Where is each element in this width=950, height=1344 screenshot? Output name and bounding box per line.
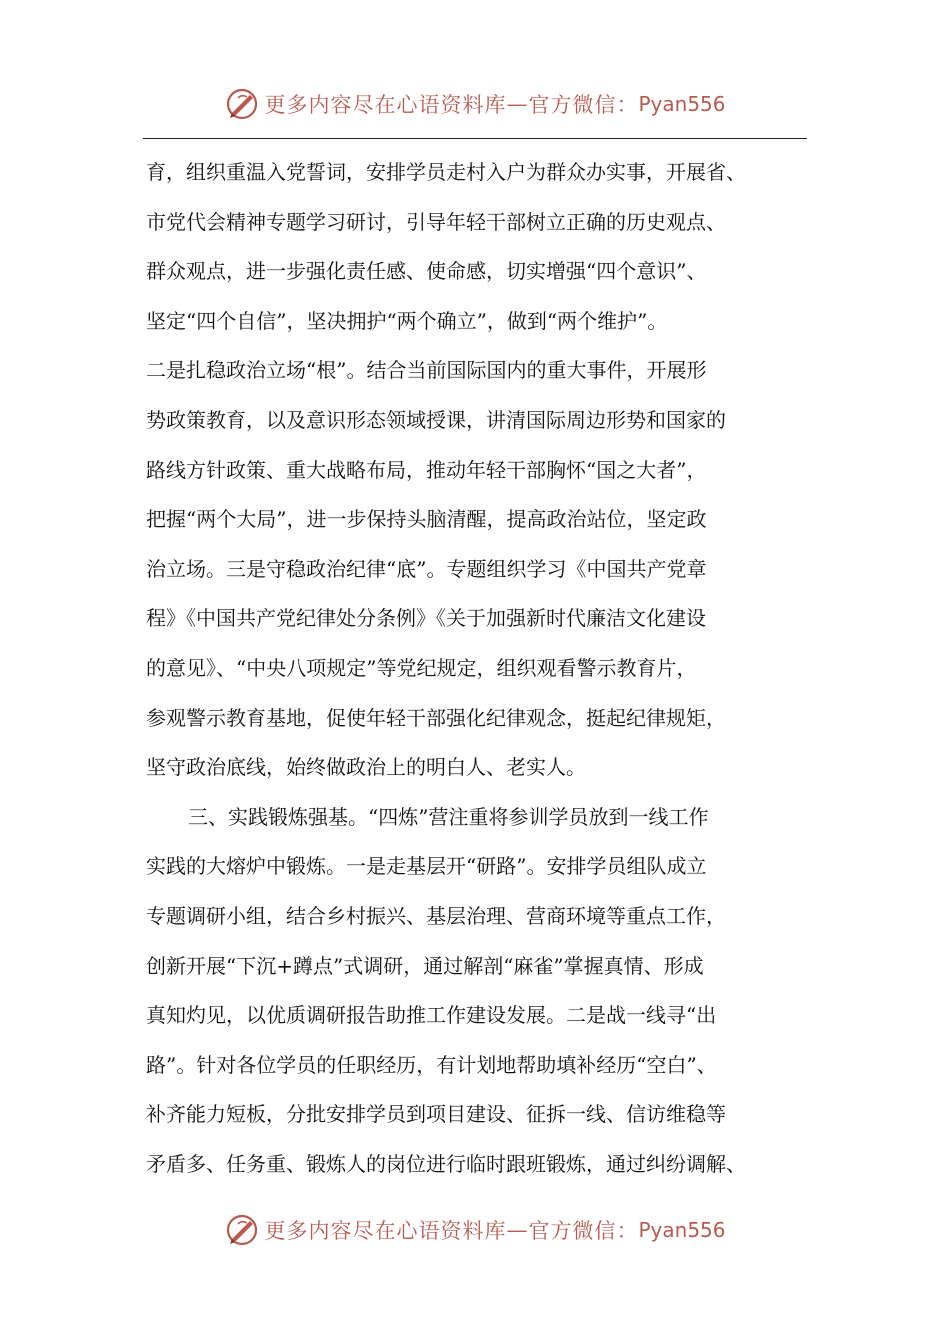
body-line: 把握“两个大局”，进一步保持头脑清醒，提高政治站位，坚定政 [146, 507, 707, 532]
pen-logo-icon [224, 86, 260, 122]
body-line: 路”。针对各位学员的任职经历，有计划地帮助填补经历“空白”、 [146, 1052, 717, 1077]
document-body [146, 148, 826, 1189]
header-divider [143, 138, 807, 139]
body-line: 坚定“四个自信”，坚决拥护“两个确立”，做到“两个维护”。 [146, 308, 668, 333]
watermark-main-text: 更多内容尽在心语资料库 [264, 1219, 507, 1243]
body-line: 二是扎稳政治立场“根”。结合当前国际国内的重大事件，开展形 [146, 358, 707, 383]
watermark-main-text: 更多内容尽在心语资料库 [264, 93, 507, 117]
body-line: 三、实践锻炼强基。“四炼”营注重将参训学员放到一线工作 [188, 804, 709, 829]
watermark-account: Pyan556 [638, 1218, 726, 1242]
watermark-sub-text: 官方微信： [528, 1219, 639, 1243]
body-line: 路线方针政策、重大战略布局，推动年轻干部胸怀“国之大者”， [146, 457, 707, 482]
body-line: 的意见》、“中央八项规定”等党纪规定，组织观看警示教育片， [146, 655, 697, 680]
body-line: 实践的大熔炉中锻炼。一是走基层开“研路”。安排学员组队成立 [146, 854, 707, 879]
watermark-sub-text: 官方微信： [528, 93, 639, 117]
watermark-dash: — [506, 92, 529, 116]
body-line: 专题调研小组，结合乡村振兴、基层治理、营商环境等重点工作， [146, 903, 726, 928]
body-line: 育，组织重温入党誓词，安排学员走村入户为群众办实事，开展省、 [146, 160, 746, 184]
footer-watermark [0, 1210, 950, 1250]
body-line: 程》《中国共产党纪律处分条例》《关于加强新时代廉洁文化建设 [146, 606, 706, 631]
header-watermark [0, 84, 950, 124]
body-line: 群众观点，进一步强化责任感、使命感，切实增强“四个意识”、 [146, 259, 707, 284]
body-line: 创新开展“下沉+蹲点”式调研，通过解剖“麻雀”掌握真情、形成 [146, 953, 704, 978]
body-line: 参观警示教育基地，促使年轻干部强化纪律观念，挺起纪律规矩， [146, 705, 726, 730]
body-line: 补齐能力短板，分批安排学员到项目建设、征拆一线、信访维稳等 [146, 1102, 726, 1127]
body-line: 市党代会精神专题学习研讨，引导年轻干部树立正确的历史观点、 [146, 209, 726, 234]
pen-logo-icon [224, 1212, 260, 1248]
body-line: 真知灼见，以优质调研报告助推工作建设发展。二是战一线寻“出 [146, 1003, 717, 1028]
body-line: 矛盾多、任务重、锻炼人的岗位进行临时跟班锻炼，通过纠纷调解、 [146, 1151, 746, 1176]
body-line: 坚守政治底线，始终做政治上的明白人、老实人。 [146, 755, 586, 780]
watermark-account: Pyan556 [638, 92, 726, 116]
body-line: 势政策教育，以及意识形态领域授课，讲清国际周边形势和国家的 [146, 407, 726, 432]
body-line: 治立场。三是守稳政治纪律“底”。专题组织学习《中国共产党章 [146, 556, 707, 581]
watermark-dash: — [506, 1218, 529, 1242]
